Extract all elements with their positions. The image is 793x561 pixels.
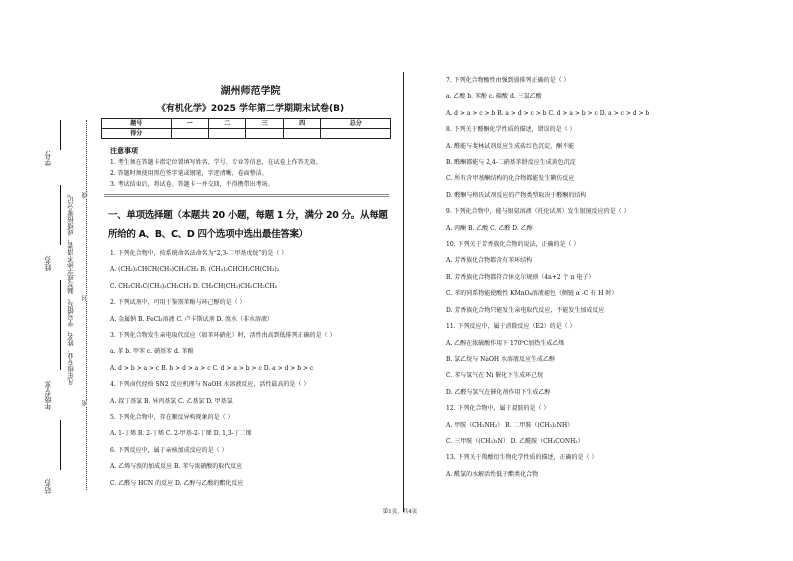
question-line: 8. 下列关于醛酮化学性质的描述，错误的是（ ） [446,126,576,134]
seal-mi: 密 [82,400,89,406]
question-line: 10. 下列关于芳香族化合物的说法，正确的是（ ） [446,241,580,249]
question-line: 12. 下列化合物中，属于叔胺的是（ ） [446,405,550,413]
section-heading-line: 一、单项选择题（本题共 20 小题，每题 1 分，满分 20 分。从每题 [108,210,388,221]
question-line: a. 乙酸 b. 苯酚 c. 碳酸 d. 三氯乙酸 [446,93,542,101]
question-line: 9. 下列化合物中，能与银氨溶液（托伦试剂）发生银镜反应的是（ ） [446,208,630,216]
seal-xian: 线 [82,192,89,198]
table-row [102,119,391,129]
question-line: A. 1-丁烯 B. 2-丁烯 C. 2-甲基-2-丁烯 D. 1,3-丁二烯 [110,430,252,438]
student-id-label: 学号: [44,150,52,167]
question-line: C. CH₃CH₂C(CH₃)₂CH₂CH₃ D. CH₃CH(CH₃)CH₂CH₂CH₃ [110,282,277,290]
question-line: C. 苯与氢气在 Ni 催化下生成环己烷 [446,372,544,380]
question-line: 5. 下列化合物中，存在顺反异构现象的是（ ） [110,414,234,422]
table-header: 三 [246,119,283,129]
question-line: A. 丙酮 B. 乙酸 C. 乙醛 D. 乙醇 [446,224,533,232]
score-table [101,118,391,139]
blank-line [60,280,61,370]
note-item: 3. 考试结束后，将试卷、答题卡一并交回，不得携带出考场。 [110,181,274,188]
question-line: A. d > a > c > b B. a > d > c > b C. d > a > b > c D. a > c > d > b [446,109,650,117]
question-line: D. 乙醛与氢气在催化剂作用下生成乙醇 [446,388,551,396]
question-line: A. 芳香族化合物都含有苯环结构 [446,257,533,265]
question-line: A. 叔丁基氯 B. 异丙基氯 C. 乙基氯 D. 甲基氯 [110,397,233,405]
seal-feng: 封 [82,295,89,301]
double-divider [104,194,389,197]
notes-heading: 注意事项 [110,147,138,155]
score-cell [246,129,283,139]
question-line: 6. 下列反应中，属于亲核加成反应的是（ ） [110,446,228,454]
question-line: A. 酰氯的水解活性低于酯类化合物 [446,470,539,478]
name-label: 姓名: [44,255,52,272]
question-line: D. 醛酮与格氏试剂反应的产物类型取决于醛酮的结构 [446,191,587,199]
question-line: B. 醛酮都能与 2,4-二硝基苯肼反应生成黄色沉淀 [446,159,576,167]
exam-title: 《有机化学》2025 学年第二学期期末试卷(B) [156,104,345,114]
question-line: A. 甲胺（CH₃NH₂） B. 二甲胺（(CH₃)₂NH） [446,421,574,429]
table-header: 题号 [102,119,172,129]
major-label: 年级专业: [44,380,52,411]
question-line: 7. 下列化合物酸性由强到弱排列正确的是（ ） [446,77,570,84]
question-line: A. 乙醇在浓硫酸作用下 170℃加热生成乙烯 [446,339,565,347]
note-item: 1. 考生须在答题卡指定位置填写姓名、学号、专业等信息，在试卷上作答无效。 [110,159,322,166]
question-line: A. 醛能与斐林试剂反应生成砖红色沉淀，酮不能 [446,142,575,150]
left-questions [110,246,336,492]
question-line: 4. 下列卤代烃按 SN2 反应机理与 NaOH 水溶液反应，活性最高的是（ ） [110,381,310,389]
table-header: 一 [171,119,208,129]
question-line: 2. 下列试剂中，可用于鉴别苯酚与环己醇的是（ ） [110,299,246,307]
question-line: A. (CH₃)₂CHCH(CH₃)CH₂CH₃ B. (CH₃)₂CHCH₂CH(CH₃)₂ [110,266,280,274]
question-line: 1. 下列化合物中，按系统命名法命名为“2,3-二甲基戊烷”的是（ ） [110,250,288,257]
question-line: C. 乙醛与 HCN 的反应 D. 乙醇与乙酸的酯化反应 [110,479,244,487]
right-questions [446,73,649,483]
score-cell [171,129,208,139]
question-line: C. 苯的同系物能使酸性 KMnO₄溶液褪色（侧链 α -C 有 H 时） [446,290,618,298]
question-line: C. 三甲胺（(CH₃)₃N） D. 乙酰胺（CH₃CONH₂） [446,437,584,445]
table-row [102,129,391,139]
question-line: A. d > b > a > c B. b > d > a > c C. d > a > b > c D. a > d > b > c [110,364,314,372]
school-name: 湖州师范学院 [220,86,281,97]
question-line: A. 金属钠 B. FeCl₃溶液 C. 卢卡斯试剂 D. 溴水（非水溶液） [110,315,273,323]
note-item: 2. 答题时须使用黑色签字笔或钢笔，字迹清晰，卷面整洁。 [110,170,268,177]
question-line: C. 所有含甲基酮结构的化合物都能发生碘仿反应 [446,175,575,183]
table-header: 四 [283,119,320,129]
question-line: D. 芳香族化合物只能发生亲电取代反应，不能发生加成反应 [446,306,605,314]
question-line: B. 芳香族化合物都符合休克尔规则（4n+2 个 π 电子） [446,273,595,281]
binding-warning: 凡年级专业、姓名、学号错写、漏写或字迹不清者，成绩按零分记。 [67,190,75,385]
column-divider [403,72,404,512]
student-id-line[interactable] [60,120,61,150]
table-header: 二 [209,119,246,129]
question-line: a. 苯 b. 甲苯 c. 硝基苯 d. 苯酚 [110,348,194,356]
score-cell [209,129,246,139]
question-line: A. 乙烯与溴的加成反应 B. 苯与浓硝酸的取代反应 [110,463,243,471]
seal-dotted-line [86,120,87,490]
question-line: 3. 下列化合物发生亲电取代反应（如苯环硝化）时，活性由高到低排列正确的是（ ） [110,332,336,340]
name-line[interactable] [60,185,61,245]
section-heading-line: 所给的 A、B、C、D 四个选项中选出最佳答案） [108,229,308,240]
section-heading [108,206,388,244]
table-header: 总分 [321,119,391,129]
class-label: 站名: [44,478,52,495]
major-line[interactable] [60,420,61,470]
question-line: 13. 下列关于羧酸衍生物化学性质的描述，正确的是（ ） [446,454,598,462]
row-label: 得分 [102,129,172,139]
question-line: B. 氯乙烷与 NaOH 水溶液反应生成乙醇 [446,355,556,363]
page-number: 第1页，共4页 [382,509,418,515]
notes [110,146,322,190]
score-cell [283,129,320,139]
score-cell [321,129,391,139]
question-line: 11. 下列反应中，属于消除反应（E2）的是（ ） [446,323,576,331]
